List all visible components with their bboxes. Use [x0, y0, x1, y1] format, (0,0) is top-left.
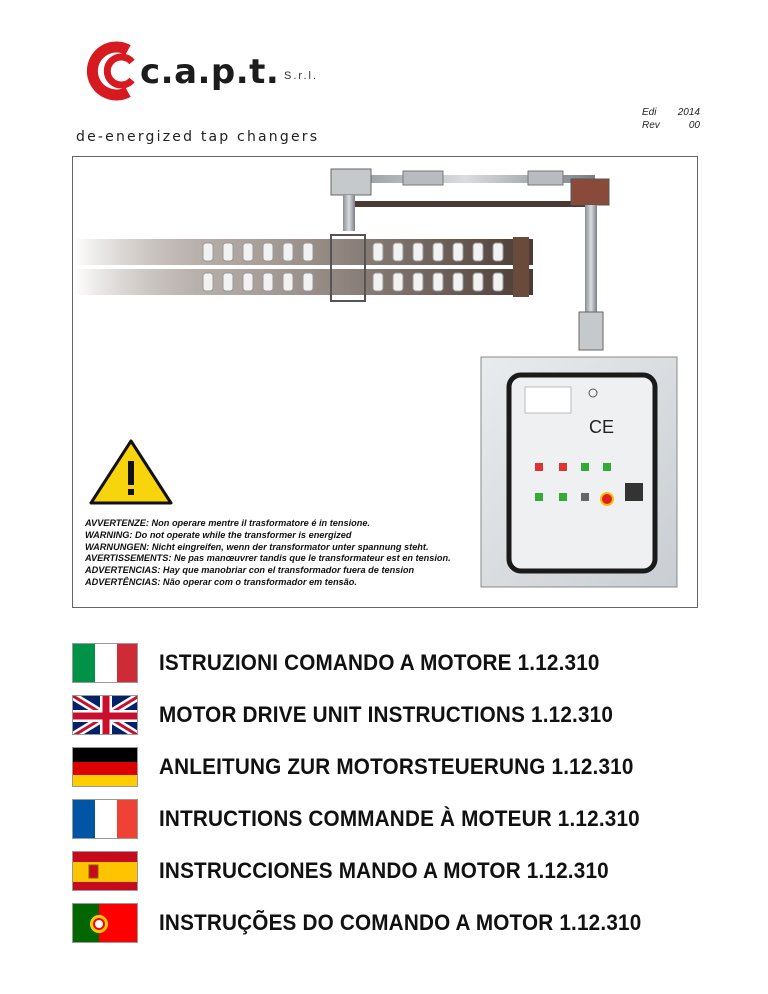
warning-german: WARNUNGEN: Nicht eingreifen, wenn der transformator unter spannung steht. [85, 541, 429, 552]
title-italian: ISTRUZIONI COMANDO A MOTORE 1.12.310 [159, 650, 600, 675]
warning-triangle-icon [91, 441, 171, 503]
rev-value: 00 [688, 120, 700, 131]
company-logo [76, 36, 376, 148]
warning-english: WARNING: Do not operate while the transformer is energized [85, 529, 352, 540]
language-portuguese[interactable] [72, 903, 732, 943]
uk-flag-icon [72, 695, 138, 735]
brand-name: c.a.p.t. [140, 52, 280, 92]
italy-flag-icon [72, 643, 138, 683]
portugal-flag-icon [72, 903, 138, 943]
title-portuguese: INSTRUÇÕES DO COMANDO A MOTOR 1.12.310 [159, 910, 642, 935]
language-french[interactable] [72, 799, 732, 839]
warning-portuguese: ADVERTÊNCIAS: Não operar com o transformador em tensão. [85, 576, 357, 587]
edition-info [642, 106, 700, 132]
warning-french: AVERTISSEMENTS: Ne pas manœuvrer tandis que le transformateur est en tension. [85, 553, 451, 564]
language-english[interactable] [72, 695, 732, 735]
capt-logo-mark-icon [76, 36, 146, 106]
warning-italian: AVVERTENZE: Non operare mentre il trasformatore é in tensione. [85, 518, 371, 528]
title-french: INTRUCTIONS COMMANDE À MOTEUR 1.12.310 [159, 806, 640, 831]
title-german: ANLEITUNG ZUR MOTORSTEUERUNG 1.12.310 [159, 754, 634, 779]
product-figure [72, 156, 698, 608]
ce-mark: CE [589, 417, 615, 437]
brand-suffix: S.r.l. [284, 70, 319, 82]
germany-flag-icon [72, 747, 138, 787]
edi-label: Edi [642, 107, 657, 118]
edi-value: 2014 [677, 107, 700, 118]
language-german[interactable] [72, 747, 732, 787]
spain-flag-icon [72, 851, 138, 891]
language-spanish[interactable] [72, 851, 732, 891]
language-italian[interactable] [72, 643, 732, 683]
rev-label: Rev [642, 120, 660, 131]
safety-warnings [85, 518, 451, 589]
brand-tagline: de-energized tap changers [76, 129, 320, 145]
warning-spanish: ADVERTENCIAS: Hay que manobriar con el transformador fuera de tension [85, 565, 415, 576]
title-spanish: INSTRUCCIONES MANDO A MOTOR 1.12.310 [159, 858, 609, 883]
france-flag-icon [72, 799, 138, 839]
title-english: MOTOR DRIVE UNIT INSTRUCTIONS 1.12.310 [159, 702, 614, 727]
